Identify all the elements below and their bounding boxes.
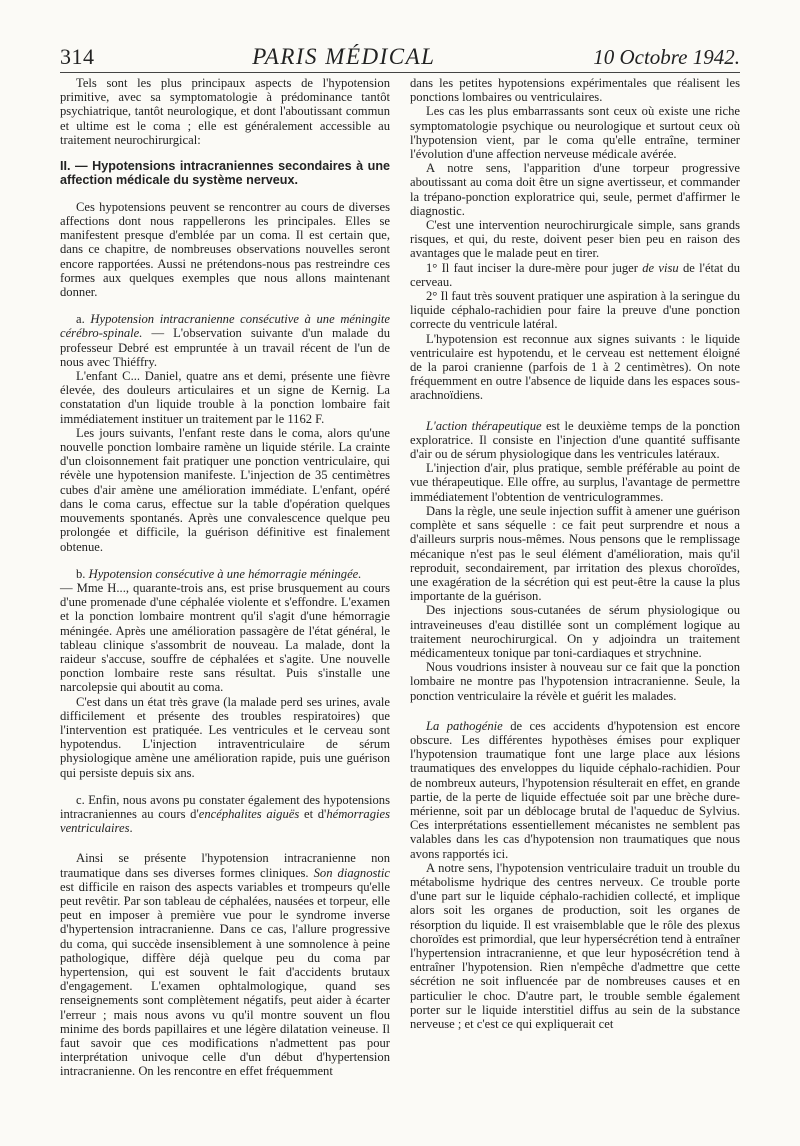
left-column: [60, 76, 390, 1079]
italic-run: L'action thérapeutique: [426, 418, 542, 433]
paragraph: Ces hypotensions peuvent se rencontrer au cours de diverses affections dont nous rappellerons les principales. Elles se manifestent presque d'emblée par un coma. Il est certain que, dans ce chapitre, de nombreuses observations nouvelles seront encore rapportées. Aussi ne prétendons-nous pas restreindre ces formes aux quelques exemples que nous allons maintenant donner.: [60, 199, 390, 300]
paragraph: L'hypotension est reconnue aux signes suivants : le liquide ventriculaire est hypotendu, et le cerveau est nettement éloigné de la paroi cranienne (parfois de 1 à 2 centimètres). On note fréquemment en outre l'absence de liquide dans les espaces sous-arachnoïdiens.: [410, 331, 740, 403]
italic-run: Son diagnostic: [313, 865, 390, 880]
paragraph: C'est une intervention neurochirurgicale simple, sans grands risques, et qui, du reste, doivent peser bien peu en raison des avantages que le malade peut en tirer.: [410, 218, 740, 261]
paragraph: L'injection d'air, plus pratique, semble préférable au point de vue thérapeutique. Elle offre, au surplus, l'avantage de permettre immédiatement l'obtention de ventriculogrammes.: [410, 461, 740, 504]
text-run: de l'état du cerveau.: [410, 260, 740, 289]
paragraph: [410, 419, 740, 462]
subsection-title: Hypotension intracranienne consécutive à une méningite cérébro-spinale.: [60, 312, 390, 341]
paragraph: [410, 261, 740, 289]
text-run: est le deuxième temps de la ponction exploratrice. Il consiste en l'injection d'une quantité suffisante d'air ou de sérum physiologique dans les ventricules latéraux.: [410, 418, 740, 462]
paragraph: A notre sens, l'hypotension ventriculaire traduit un trouble du métabolisme hydrique des centres nerveux. Ce trouble porte d'une part sur le liquide céphalo-rachidien collecté, et implique alors soit les organes de production, soit les organes de résorption du liquide. Il est vraisemblable que le rôle des plexus choroïdes est primordial, que leur hypersécrétion tend à entraîner l'hypertension intracranienne, et que leur hyposécrétion tend à entraîner l'hypotension. Rien n'empêche d'admettre que cette sécrétion ne soit influencée par de nombreuses causes et en particulier le choc. D'autre part, le trouble semble également porter sur le liquide interstitiel diffus au sein de la substance nerveuse ; et c'est ce qui expliquerait cet: [410, 860, 740, 1031]
section-title: Hypotensions intracraniennes secondaires à une affection médicale du système nerveux.: [60, 159, 391, 188]
section-number: II. —: [60, 159, 88, 174]
paragraph: Dans la règle, une seule injection suffit à amener une guérison complète et sans séquelle : ce fait peut surprendre et nous a d'ailleurs surpris nous-mêmes. Nous pensons que le remplissage mécanique n'est pas le seul élément d'amélioration, mais qu'il reproduit, secondairement, par irritation des plexus choroïdes, une exagération de la sécrétion qui est peut-être la cause la plus importante de la guérison.: [410, 503, 740, 604]
paragraph: [410, 719, 740, 861]
text-run: est difficile en raison des aspects variables et trompeurs qu'elle peut revêtir. Par son tableau de céphalées, nausées et torpeur, elle peut en imposer à première vue pour le syndrome inverse d'hypertension intracranienne. Dans ce cas, l'allure progressive du coma, qui succède insensiblement à une somnolence à peine pathologique, diffère déjà quelque peu du coma par hypertension, qui est souvent le fait d'accidents brutaux d'engagement. L'examen ophtalmologique, quand ses renseignements sont complètement négatifs, peut aider à écarter l'erreur ; mais nous avons vu qu'il montre souvent un flou minime des bords papillaires et une légère dilatation veineuse. Il faut savoir que ces modifications n'admettent pas pour interprétation univoque celle d'un début d'hypertension intracranienne. On les rencontre en effet fréquemment: [60, 879, 390, 1079]
issue-date: 10 Octobre 1942.: [593, 45, 740, 69]
page-number: 314: [60, 44, 95, 69]
subsection-b: [60, 567, 390, 581]
subsection-label: a.: [76, 312, 85, 327]
italic-run: encéphalites aiguës: [198, 806, 300, 821]
journal-title: PARIS MÉDICAL: [252, 44, 436, 69]
subsection-a: [60, 312, 390, 369]
paragraph: Nous voudrions insister à nouveau sur ce fait que la ponction lombaire ne montre pas l'hypotension intracranienne. Seule, la ponction ventriculaire la révèle et guérit les malades.: [410, 660, 740, 703]
header-rule: [60, 72, 740, 73]
paragraph: C'est dans un état très grave (la malade perd ses urines, avale difficilement et présente des troubles respiratoires) que l'intervention est pratiquée. Les ventricules et le cerveau sont hypotendus. L'injection intraventriculaire de sérum physiologique amène une amélioration rapide, puis une guérison qui persiste depuis six ans.: [60, 694, 390, 780]
text-run: Ainsi se présente l'hypotension intracranienne non traumatique dans ses diverses formes cliniques.: [60, 851, 390, 880]
section-heading: [60, 159, 390, 188]
text-run: 1° Il faut inciser la dure-mère pour juger: [426, 260, 643, 275]
paragraph: — Mme H..., quarante-trois ans, est prise brusquement au cours d'une promenade d'une céphalée violente et s'effondre. L'examen et la ponction lombaire montrent qu'il s'agit d'une hémorragie méningée. Après une amélioration passagère de l'état général, le tableau clinique s'assombrit de nouveau. La malade, dont la raideur s'accuse, souffre de céphalées et s'agite. Une nouvelle ponction lombaire reste sans résultat. Puis s'installe une narcolepsie qui aboutit au coma.: [60, 580, 390, 695]
subsection-text: — L'observation suivante d'un malade du professeur Debré est empruntée à un travail récent de l'un de nous avec Thiéffry.: [60, 326, 390, 369]
italic-run: hémorragies ventriculaires: [60, 806, 390, 836]
paragraph: Les jours suivants, l'enfant reste dans le coma, alors qu'une nouvelle ponction lombaire ramène un liquide stérile. La crainte d'un cloisonnement fait pratiquer une ponction ventriculaire, qui révèle une hypotension manifeste. L'injection de 35 centimètres cubes d'air amène une amélioration immédiate. L'enfant, opéré dans le coma carus, effectue sur la table d'opération quelques mouvements spontanés. Après une convalescence quelque peu prolongée et difficile, la guérison définitive est finalement obtenue.: [60, 425, 390, 554]
italic-run: de visu: [642, 260, 679, 275]
subsection-label: b.: [76, 566, 86, 581]
subsection-title: Hypotension consécutive à une hémorragie méningée.: [88, 566, 362, 581]
paragraph: Tels sont les plus principaux aspects de l'hypotension primitive, avec sa symptomatologie à prédominance tantôt psychiatrique, tantôt neurologique, et dont l'aboutissant commun et ultime est le coma ; elle est généralement accessible au traitement neurochirurgical:: [60, 76, 390, 147]
text-run: .: [129, 821, 133, 836]
subsection-c: [60, 793, 390, 836]
paragraph: Des injections sous-cutanées de sérum physiologique ou intraveineuses d'eau distillée sont un complément logique au traitement neurochirurgical. On y adjoindra un traitement médicamenteux tonique par toni-cardiaques et strychnine.: [410, 603, 740, 660]
page-header: [60, 44, 740, 74]
paragraph: L'enfant C... Daniel, quatre ans et demi, présente une fièvre élevée, des douleurs articulaires et un signe de Kernig. La constatation d'un liquide trouble à la ponction lombaire fait immédiatement instituer un traitement par le 1162 F.: [60, 369, 390, 426]
text-run: c. Enfin, nous avons pu constater également des hypotensions intracraniennes au cours d': [60, 792, 390, 821]
paragraph: 2° Il faut très souvent pratiquer une aspiration à la seringue du liquide céphalo-rachidien pour faire la preuve d'une ponction correcte du ventricule latéral.: [410, 289, 740, 332]
paragraph: dans les petites hypotensions expérimentales que réalisent les ponctions lombaires ou ventriculaires.: [410, 76, 740, 105]
paragraph: A notre sens, l'apparition d'une torpeur progressive aboutissant au coma doit être un signe avertisseur, et commander la trépano-ponction exploratrice qui, seule, permet d'affirmer le diagnostic.: [410, 161, 740, 218]
text-run: et d': [299, 806, 327, 821]
paragraph: [60, 851, 390, 1078]
italic-run: La pathogénie: [426, 718, 503, 733]
paragraph: Les cas les plus embarrassants sont ceux où existe une riche symptomatologie psychique ou neurologique et surtout ceux où l'hypotension vient, par le coma qu'elle entraîne, terminer l'évolution d'une affection nerveuse médicale avérée.: [410, 104, 740, 162]
right-column: [410, 76, 740, 1031]
text-run: de ces accidents d'hypotension est encore obscure. Les différentes hypothèses émises pour expliquer l'hypotension traumatique font une large place aux lésions traumatiques des enveloppes du liquide céphalo-rachidien. Pour de nombreux auteurs, l'hypotension résulterait en effet, en grande partie, de la perte de liquide effectuée soit par une brèche dure-mérienne, soit par un déblocage brutal de l'aqueduc de Sylvius. Ces interprétations essentiellement mécanistes ne semblent pas valables dans les cas d'hypotension non traumatiques que nous avons rapportés ici.: [410, 718, 740, 861]
